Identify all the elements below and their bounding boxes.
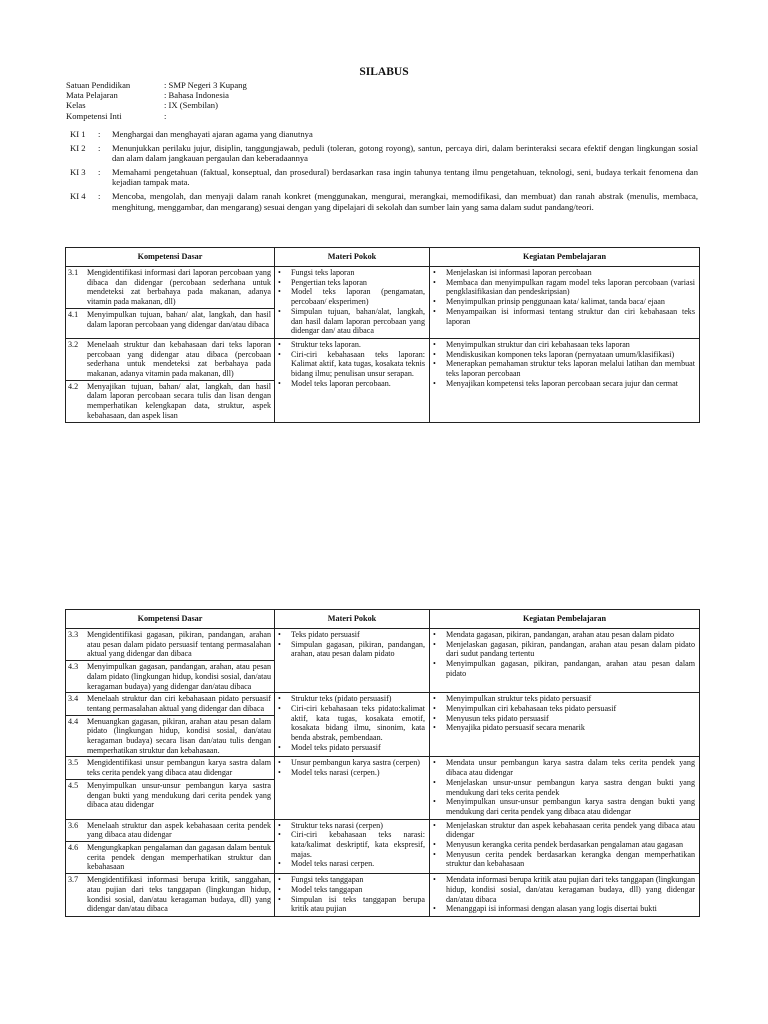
bullet-icon: • bbox=[433, 277, 436, 287]
materi-list bbox=[275, 820, 429, 872]
materi-text: Model teks laporan (pengamatan, percobaan/ eksperimen) bbox=[291, 287, 425, 307]
materi-text: Simpulan tujuan, bahan/alat, langkah, dan hasil dalam laporan percobaan yang didengar dan/ atau dibaca bbox=[291, 306, 425, 336]
kd-number: 4.5 bbox=[68, 780, 79, 790]
materi-item bbox=[278, 694, 425, 704]
materi-pokok-cell bbox=[275, 267, 430, 339]
bullet-icon: • bbox=[433, 797, 436, 807]
kd-number: 3.3 bbox=[68, 630, 79, 639]
kegiatan-text: Menyusun cerita pendek berdasarkan kerangka dengan memperhatikan struktur dan kebahasaan bbox=[446, 849, 695, 869]
materi-text: Model teks pidato persuasif bbox=[291, 742, 381, 752]
materi-text: Struktur teks narasi (cerpen) bbox=[291, 820, 383, 830]
kegiatan-item bbox=[433, 904, 695, 914]
identity-block bbox=[66, 80, 247, 121]
materi-item bbox=[278, 340, 425, 350]
kompetensi-dasar-cell bbox=[66, 629, 275, 693]
kegiatan-item bbox=[433, 758, 695, 777]
kegiatan-pembelajaran-cell bbox=[430, 693, 700, 757]
bullet-icon: • bbox=[433, 703, 436, 713]
kegiatan-item bbox=[433, 359, 695, 378]
ki-code: KI 4 bbox=[70, 190, 86, 201]
table-row bbox=[66, 874, 700, 917]
materi-item bbox=[278, 875, 425, 885]
ki-separator: : bbox=[98, 166, 101, 177]
kegiatan-text: Menjelaskan unsur-unsur pembangun karya sastra dengan bukti yang mendukung dari teks cerita pendek bbox=[446, 777, 695, 797]
bullet-icon: • bbox=[278, 287, 281, 297]
materi-text: Model teks narasi (cerpen.) bbox=[291, 768, 380, 778]
kegiatan-text: Menyajikan kompetensi teks laporan percobaan secara jujur dan cermat bbox=[446, 378, 678, 388]
materi-item bbox=[278, 895, 425, 914]
ki-row bbox=[70, 167, 698, 188]
materi-list bbox=[275, 267, 429, 338]
page-title: SILABUS bbox=[359, 66, 409, 78]
kegiatan-item bbox=[433, 840, 695, 850]
materi-pokok-cell bbox=[275, 757, 430, 819]
bullet-icon: • bbox=[278, 306, 281, 316]
table-row bbox=[66, 629, 700, 693]
bullet-icon: • bbox=[278, 639, 281, 649]
materi-list bbox=[275, 629, 429, 661]
identity-row bbox=[66, 111, 247, 121]
table-row bbox=[66, 757, 700, 819]
kd-text: Menyimpulkan unsur-unsur pembangun karya sastra dengan bukti yang mendukung dari cerita pendek yang dibaca atau didengar bbox=[87, 780, 271, 810]
kegiatan-text: Menyimpulkan prinsip penggunaan kata/ kalimat, tanda baca/ ejaan bbox=[446, 297, 665, 307]
kd-text: Menyajikan tujuan, bahan/ alat, langkah, dan hasil dalam laporan percobaan secara tulis dan lisan dengan memperhatikan kelengkapan data, struktur, aspek kebahasaan, dan aspek lisan bbox=[87, 381, 271, 420]
kegiatan-item bbox=[433, 875, 695, 904]
kegiatan-pembelajaran-cell bbox=[430, 338, 700, 422]
materi-item bbox=[278, 704, 425, 743]
bullet-icon: • bbox=[278, 349, 281, 359]
materi-text: Ciri-ciri kebahasaan teks laporan: Kalimat aktif, kata tugas, kosakata teknis bidang ilmu; penulisan unsur serapan. bbox=[291, 349, 425, 379]
bullet-icon: • bbox=[433, 849, 436, 859]
table-row bbox=[66, 267, 700, 339]
bullet-icon: • bbox=[278, 268, 281, 277]
materi-text: Simpulan gagasan, pikiran, pandangan, arahan, atau pesan dalam pidato bbox=[291, 639, 425, 659]
kegiatan-list bbox=[430, 339, 699, 391]
kd-text: Menyimpulkan tujuan, bahan/ alat, langkah, dan hasil dalam laporan percobaan yang didengar dan/atau dibaca bbox=[87, 309, 271, 329]
kd-number: 3.5 bbox=[68, 758, 79, 768]
kd-text: Menyimpulkan gagasan, pandangan, arahan, atau pesan dalam pidato (lingkungan hidup, kondisi sosial, dan/atau keragaman budaya) yang didengar dan/atau dibaca bbox=[87, 662, 271, 691]
identity-label: Kompetensi Inti bbox=[66, 110, 122, 121]
kegiatan-text: Menyimpulkan unsur-unsur pembangun karya sastra dengan bukti yang mendukung dari cerita pendek yang dibaca atau didengar bbox=[446, 797, 695, 816]
bullet-icon: • bbox=[433, 875, 436, 885]
kegiatan-item bbox=[433, 307, 695, 326]
kegiatan-item bbox=[433, 340, 695, 350]
header-kegiatan-pembelajaran: Kegiatan Pembelajaran bbox=[430, 610, 700, 629]
table-row bbox=[66, 693, 700, 757]
kompetensi-dasar-item bbox=[66, 267, 274, 308]
identity-row bbox=[66, 100, 247, 110]
bullet-icon: • bbox=[433, 339, 436, 349]
kd-number: 3.1 bbox=[68, 268, 79, 277]
kegiatan-text: Mendata gagasan, pikiran, pandangan, arahan atau pesan dalam pidato bbox=[446, 630, 675, 639]
kompetensi-dasar-item bbox=[66, 874, 274, 915]
kegiatan-pembelajaran-cell bbox=[430, 757, 700, 819]
materi-pokok-cell bbox=[275, 693, 430, 757]
kegiatan-text: Menyampaikan isi informasi tentang struktur dan ciri kebahasaan teks laporan bbox=[446, 306, 695, 326]
identity-label: Satuan Pendidikan bbox=[66, 80, 131, 90]
kegiatan-text: Menyajika pidato persuasif secara menarik bbox=[446, 723, 585, 733]
materi-text: Model teks laporan percobaan. bbox=[291, 378, 391, 388]
kd-text: Mengidentifikasi unsur pembangun karya sastra dalam teks cerita pendek yang dibaca atau didengar bbox=[87, 758, 271, 778]
kompetensi-dasar-item bbox=[66, 308, 274, 330]
materi-pokok-cell bbox=[275, 629, 430, 693]
identity-label: Mata Pelajaran bbox=[66, 90, 118, 101]
kompetensi-dasar-item bbox=[66, 820, 274, 841]
kegiatan-text: Menyimpulkan struktur dan ciri kebahasaan teks laporan bbox=[446, 339, 630, 349]
ki-separator: : bbox=[98, 142, 101, 153]
bullet-icon: • bbox=[433, 306, 436, 316]
kompetensi-dasar-item bbox=[66, 779, 274, 811]
materi-text: Unsur pembangun karya sastra (cerpen) bbox=[291, 758, 420, 768]
bullet-icon: • bbox=[433, 904, 436, 914]
bullet-icon: • bbox=[278, 894, 281, 904]
ki-text: Menunjukkan perilaku jujur, disiplin, tanggungjawab, peduli (toleran, gotong royong), santun, percaya diri, dalam berinteraksi secara efektif dengan lingkungan sosial dan alam dalam jangkauan pergaulan dan keberadaannya bbox=[112, 142, 698, 164]
bullet-icon: • bbox=[278, 339, 281, 349]
identity-value: : IX (Sembilan) bbox=[164, 100, 218, 111]
materi-pokok-cell bbox=[275, 874, 430, 917]
kompetensi-dasar-item bbox=[66, 693, 274, 714]
kegiatan-item bbox=[433, 350, 695, 360]
kegiatan-list bbox=[430, 629, 699, 681]
bullet-icon: • bbox=[433, 820, 436, 830]
bullet-icon: • bbox=[433, 723, 436, 733]
identity-row bbox=[66, 80, 247, 90]
kegiatan-text: Menjelaskan isi informasi laporan percobaan bbox=[446, 268, 592, 277]
materi-item bbox=[278, 859, 425, 869]
materi-list bbox=[275, 693, 429, 754]
kegiatan-text: Menjelaskan gagasan, pikiran, pandangan, arahan atau pesan dalam pidato dari sudut pandang tertentu bbox=[446, 639, 695, 659]
kegiatan-text: Menyusun teks pidato persuasif bbox=[446, 713, 549, 723]
kompetensi-dasar-item bbox=[66, 715, 274, 757]
bullet-icon: • bbox=[433, 639, 436, 649]
identity-label: Kelas bbox=[66, 100, 86, 111]
kd-number: 4.1 bbox=[68, 309, 79, 319]
table-row bbox=[66, 338, 700, 422]
kd-number: 3.4 bbox=[68, 694, 79, 704]
kegiatan-item bbox=[433, 268, 695, 278]
table-row bbox=[66, 819, 700, 874]
ki-row bbox=[70, 129, 698, 140]
kompetensi-dasar-item bbox=[66, 660, 274, 692]
materi-text: Ciri-ciri kebahasaan teks narasi: kata/kalimat deskriptif, kata ekspresif, majas. bbox=[291, 830, 425, 859]
bullet-icon: • bbox=[278, 820, 281, 830]
kd-text: Mengidentifikasi gagasan, pikiran, pandangan, arahan atau pesan dalam pidato persuasif tentang permasalahan aktual yang didengar dan dibaca bbox=[87, 630, 271, 659]
bullet-icon: • bbox=[278, 884, 281, 894]
bullet-icon: • bbox=[278, 742, 281, 752]
bullet-icon: • bbox=[433, 777, 436, 787]
kegiatan-item bbox=[433, 278, 695, 297]
kd-text: Mengidentifikasi informasi berupa kritik, sanggahan, atau pujian dari teks tanggapan (lingkungan hidup, kondisi sosial, dan/atau keragaman budaya, dll) yang didengar dan/atau dibaca bbox=[87, 875, 271, 914]
bullet-icon: • bbox=[278, 378, 281, 388]
syllabus-table-1 bbox=[65, 247, 700, 423]
ki-code: KI 2 bbox=[70, 142, 86, 153]
kegiatan-text: Membaca dan menyimpulkan ragam model teks laporan percobaan (variasi pengklasifikasian dan pendeskripsian) bbox=[446, 277, 695, 297]
kd-text: Menuangkan gagasan, pikiran, arahan atau pesan dalam pidato (lingkungan hidup, kondisi sosial, dan/atau keragaman budaya) secara lisan dan/atau tulis dengan memperhatikan struktur dan kebahasaan. bbox=[87, 716, 271, 755]
kegiatan-text: Menyimpulkan ciri kebahasaan teks pidato persuasif bbox=[446, 703, 617, 713]
kompetensi-dasar-item bbox=[66, 629, 274, 660]
header-kegiatan-pembelajaran: Kegiatan Pembelajaran bbox=[430, 248, 700, 267]
kompetensi-dasar-item bbox=[66, 380, 274, 422]
kd-number: 4.3 bbox=[68, 662, 79, 672]
kegiatan-item bbox=[433, 640, 695, 659]
header-kompetensi-dasar: Kompetensi Dasar bbox=[66, 248, 275, 267]
kegiatan-item bbox=[433, 797, 695, 816]
kegiatan-text: Mendiskusikan komponen teks laporan (pernyataan umum/klasifikasi) bbox=[446, 349, 675, 359]
materi-list bbox=[275, 874, 429, 916]
materi-item bbox=[278, 287, 425, 306]
kegiatan-item bbox=[433, 630, 695, 640]
kegiatan-text: Mendata unsur pembangun karya sastra dalam teks cerita pendek yang dibaca atau didengar bbox=[446, 758, 695, 778]
bullet-icon: • bbox=[278, 758, 281, 768]
kompetensi-dasar-cell bbox=[66, 819, 275, 874]
materi-item bbox=[278, 379, 425, 389]
kompetensi-dasar-item bbox=[66, 339, 274, 380]
bullet-icon: • bbox=[278, 703, 281, 713]
materi-pokok-cell bbox=[275, 819, 430, 874]
ki-text: Menghargai dan menghayati ajaran agama yang dianutnya bbox=[112, 129, 313, 139]
materi-text: Struktur teks laporan. bbox=[291, 339, 361, 349]
kd-number: 4.6 bbox=[68, 843, 79, 853]
kompetensi-dasar-cell bbox=[66, 757, 275, 819]
materi-list bbox=[275, 339, 429, 391]
ki-row bbox=[70, 143, 698, 164]
materi-pokok-cell bbox=[275, 338, 430, 422]
bullet-icon: • bbox=[278, 277, 281, 287]
kegiatan-pembelajaran-cell bbox=[430, 819, 700, 874]
bullet-icon: • bbox=[433, 659, 436, 669]
ki-code: KI 1 bbox=[70, 129, 86, 139]
bullet-icon: • bbox=[433, 694, 436, 704]
kegiatan-text: Menyimpulkan struktur teks pidato persuasif bbox=[446, 694, 592, 704]
bullet-icon: • bbox=[433, 758, 436, 768]
kd-number: 3.6 bbox=[68, 820, 79, 830]
bullet-icon: • bbox=[278, 768, 281, 778]
kompetensi-inti-list bbox=[70, 129, 698, 215]
header-kompetensi-dasar: Kompetensi Dasar bbox=[66, 610, 275, 629]
bullet-icon: • bbox=[433, 378, 436, 388]
kompetensi-dasar-cell bbox=[66, 693, 275, 757]
kegiatan-item bbox=[433, 659, 695, 678]
bullet-icon: • bbox=[433, 713, 436, 723]
kd-number: 4.4 bbox=[68, 716, 79, 726]
bullet-icon: • bbox=[278, 859, 281, 869]
kegiatan-text: Menanggapi isi informasi dengan alasan yang logis disertai bukti bbox=[446, 904, 657, 914]
kegiatan-item bbox=[433, 704, 695, 714]
materi-item bbox=[278, 278, 425, 288]
bullet-icon: • bbox=[433, 349, 436, 359]
materi-text: Teks pidato persuasif bbox=[291, 630, 360, 639]
materi-item bbox=[278, 758, 425, 768]
kegiatan-list bbox=[430, 693, 699, 735]
materi-item bbox=[278, 743, 425, 753]
materi-text: Struktur teks (pidato persuasif) bbox=[291, 694, 392, 704]
bullet-icon: • bbox=[433, 630, 436, 639]
kompetensi-dasar-item bbox=[66, 757, 274, 778]
kegiatan-item bbox=[433, 778, 695, 797]
kompetensi-dasar-cell bbox=[66, 267, 275, 339]
materi-item bbox=[278, 350, 425, 379]
ki-row bbox=[70, 191, 698, 212]
identity-value: : bbox=[164, 110, 167, 121]
kegiatan-list bbox=[430, 874, 699, 916]
materi-item bbox=[278, 830, 425, 859]
kegiatan-text: Menerapkan pemahaman struktur teks laporan melalui latihan dan membuat teks laporan percobaan bbox=[446, 359, 695, 379]
materi-item bbox=[278, 307, 425, 336]
kegiatan-text: Menyimpulkan gagasan, pikiran, pandangan, arahan atau pesan dalam pidato bbox=[446, 659, 695, 678]
materi-text: Model teks narasi cerpen. bbox=[291, 859, 375, 869]
bullet-icon: • bbox=[433, 840, 436, 850]
kegiatan-list bbox=[430, 820, 699, 872]
kd-text: Menelaah struktur dan kebahasaan dari teks laporan percobaan yang didengar atau dibaca (percobaan sederhana untuk mendeteksi zat berbahaya pada makanan, adanya vitamin pada makanan, dll) bbox=[87, 339, 271, 379]
materi-item bbox=[278, 885, 425, 895]
materi-list bbox=[275, 757, 429, 779]
kegiatan-item bbox=[433, 723, 695, 733]
header-materi-pokok: Materi Pokok bbox=[275, 248, 430, 267]
syllabus-table-2 bbox=[65, 609, 700, 917]
bullet-icon: • bbox=[278, 830, 281, 840]
ki-separator: : bbox=[98, 129, 101, 139]
kd-number: 4.2 bbox=[68, 381, 79, 391]
bullet-icon: • bbox=[278, 630, 281, 639]
ki-code: KI 3 bbox=[70, 166, 86, 177]
kegiatan-item bbox=[433, 297, 695, 307]
bullet-icon: • bbox=[278, 875, 281, 885]
identity-row bbox=[66, 90, 247, 100]
materi-text: Fungsi teks laporan bbox=[291, 268, 355, 277]
kegiatan-item bbox=[433, 850, 695, 869]
kegiatan-list bbox=[430, 267, 699, 328]
kompetensi-dasar-cell bbox=[66, 874, 275, 917]
kegiatan-pembelajaran-cell bbox=[430, 874, 700, 917]
kompetensi-dasar-item bbox=[66, 841, 274, 873]
ki-separator: : bbox=[98, 190, 101, 201]
materi-text: Ciri-ciri kebahasaan teks pidato:kalimat aktif, kata tugas, kosakata emotif, kosakata bidang ilmu, sinonim, kata benda abstrak, pembendaan. bbox=[291, 703, 425, 743]
materi-item bbox=[278, 768, 425, 778]
kegiatan-item bbox=[433, 694, 695, 704]
kegiatan-pembelajaran-cell bbox=[430, 629, 700, 693]
bullet-icon: • bbox=[433, 268, 436, 277]
kompetensi-dasar-cell bbox=[66, 338, 275, 422]
identity-value: : SMP Negeri 3 Kupang bbox=[164, 80, 247, 90]
kd-number: 3.7 bbox=[68, 875, 79, 885]
ki-text: Mencoba, mengolah, dan menyaji dalam ranah konkret (menggunakan, mengurai, merangkai, memodifikasi, dan membuat) dan ranah abstrak (menulis, membaca, menghitung, menggambar, dan mengarang) sesuai dengan yang dipelajari di sekolah dan sumber lain yang sama dalam sudut pandang/teori. bbox=[112, 190, 698, 212]
materi-text: Simpulan isi teks tanggapan berupa kritik atau pujian bbox=[291, 894, 425, 914]
kd-text: Menelaah struktur dan aspek kebahasaan cerita pendek yang dibaca atau didengar bbox=[87, 820, 271, 840]
header-materi-pokok: Materi Pokok bbox=[275, 610, 430, 629]
kegiatan-text: Menjelaskan struktur dan aspek kebahasaan cerita pendek yang dibaca atau didengar bbox=[446, 820, 695, 840]
materi-item bbox=[278, 268, 425, 278]
bullet-icon: • bbox=[433, 297, 436, 307]
kegiatan-text: Mendata informasi berupa kritik atau pujian dari teks tanggapan (lingkungan hidup, kondisi sosial, dan/atau keragaman budaya, dll) yang didengar dan/atau dibaca bbox=[446, 875, 695, 904]
kd-text: Mengungkapkan pengalaman dan gagasan dalam bentuk cerita pendek dengan memperhatikan struktur dan kebahasaan bbox=[87, 843, 271, 872]
kegiatan-item bbox=[433, 379, 695, 389]
materi-item bbox=[278, 630, 425, 640]
identity-value: : Bahasa Indonesia bbox=[164, 90, 229, 101]
kegiatan-item bbox=[433, 821, 695, 840]
materi-item bbox=[278, 821, 425, 831]
kd-text: Mengidentifikasi informasi dari laporan percobaan yang dibaca dan didengar (percobaan sederhana untuk mendeteksi zat berbahaya pada makanan, adanya vitamin pada makanan, dll) bbox=[87, 268, 271, 307]
kegiatan-pembelajaran-cell bbox=[430, 267, 700, 339]
materi-text: Fungsi teks tanggapan bbox=[291, 875, 364, 885]
kegiatan-text: Menyusun kerangka cerita pendek berdasarkan pengalaman atau gagasan bbox=[446, 840, 684, 850]
bullet-icon: • bbox=[278, 694, 281, 704]
materi-item bbox=[278, 640, 425, 659]
kegiatan-item bbox=[433, 714, 695, 724]
kd-text: Menelaah struktur dan ciri kebahasaan pidato persuasif tentang permasalahan aktual yang didengar dan dibaca bbox=[87, 694, 271, 713]
kegiatan-list bbox=[430, 757, 699, 818]
ki-text: Memahami pengetahuan (faktual, konseptual, dan prosedural) berdasarkan rasa ingin tahunya tentang ilmu pengetahuan, teknologi, seni, budaya terkait fenomena dan kejadian tampak mata. bbox=[112, 166, 698, 188]
materi-text: Pengertian teks laporan bbox=[291, 277, 367, 287]
bullet-icon: • bbox=[433, 359, 436, 369]
materi-text: Model teks tanggapan bbox=[291, 884, 363, 894]
kd-number: 3.2 bbox=[68, 339, 79, 349]
